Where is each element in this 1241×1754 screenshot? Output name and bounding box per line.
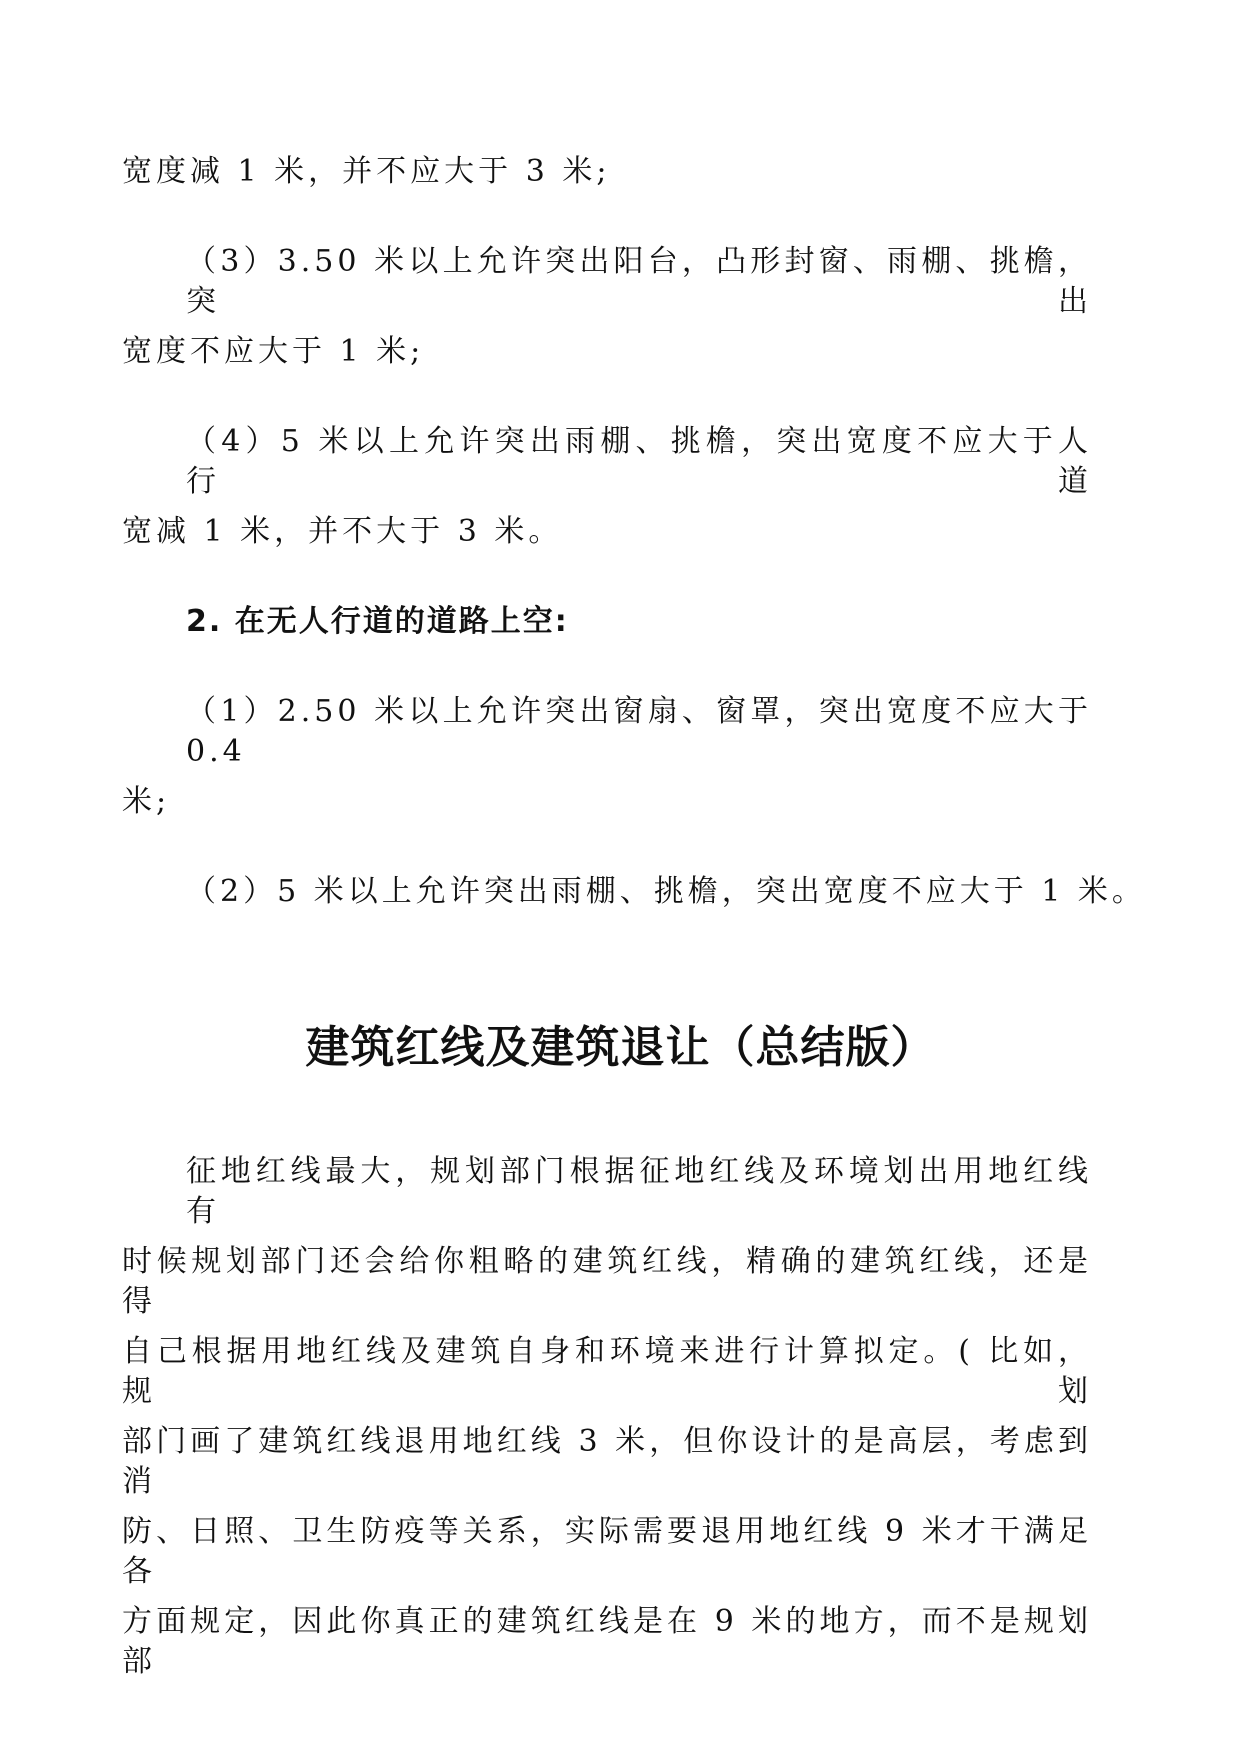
paragraph-line: 征地红线最大，规划部门根据征地红线及环境划出用地红线有 [186,1154,1092,1229]
paragraph-line: 方面规定，因此你真正的建筑红线是在 9 米的地方，而不是规划部 [122,1604,1092,1679]
section-heading: 2. 在无人行道的道路上空: [186,604,569,639]
text-line: 宽减 1 米，并不大于 3 米。 [122,514,563,549]
text-line: （3）3.50 米以上允许突出阳台，凸形封窗、雨棚、挑檐，突出 [186,244,1092,319]
page-title: 建筑红线及建筑退让（总结版） [305,1022,936,1073]
paragraph-line: 部门画了建筑红线退用地红线 3 米，但你设计的是高层，考虑到消 [122,1424,1092,1499]
text-line: （1）2.50 米以上允许突出窗扇、窗罩，突出宽度不应大于 0.4 [186,694,1092,769]
text-line: 宽度不应大于 1 米; [122,334,425,369]
text-line: 米; [122,784,171,819]
text-line: （2）5 米以上允许突出雨棚、挑檐，突出宽度不应大于 1 米。 [186,874,1146,909]
paragraph-line: 时候规划部门还会给你粗略的建筑红线，精确的建筑红线，还是得 [122,1244,1092,1319]
paragraph-line: 自己根据用地红线及建筑自身和环境来进行计算拟定。( 比如，规划 [122,1334,1092,1409]
text-line: （4）5 米以上允许突出雨棚、挑檐，突出宽度不应大于人行道 [186,424,1092,499]
text-line: 宽度减 1 米，并不应大于 3 米; [122,154,611,189]
paragraph-line: 防、日照、卫生防疫等关系，实际需要退用地红线 9 米才干满足各 [122,1514,1092,1589]
